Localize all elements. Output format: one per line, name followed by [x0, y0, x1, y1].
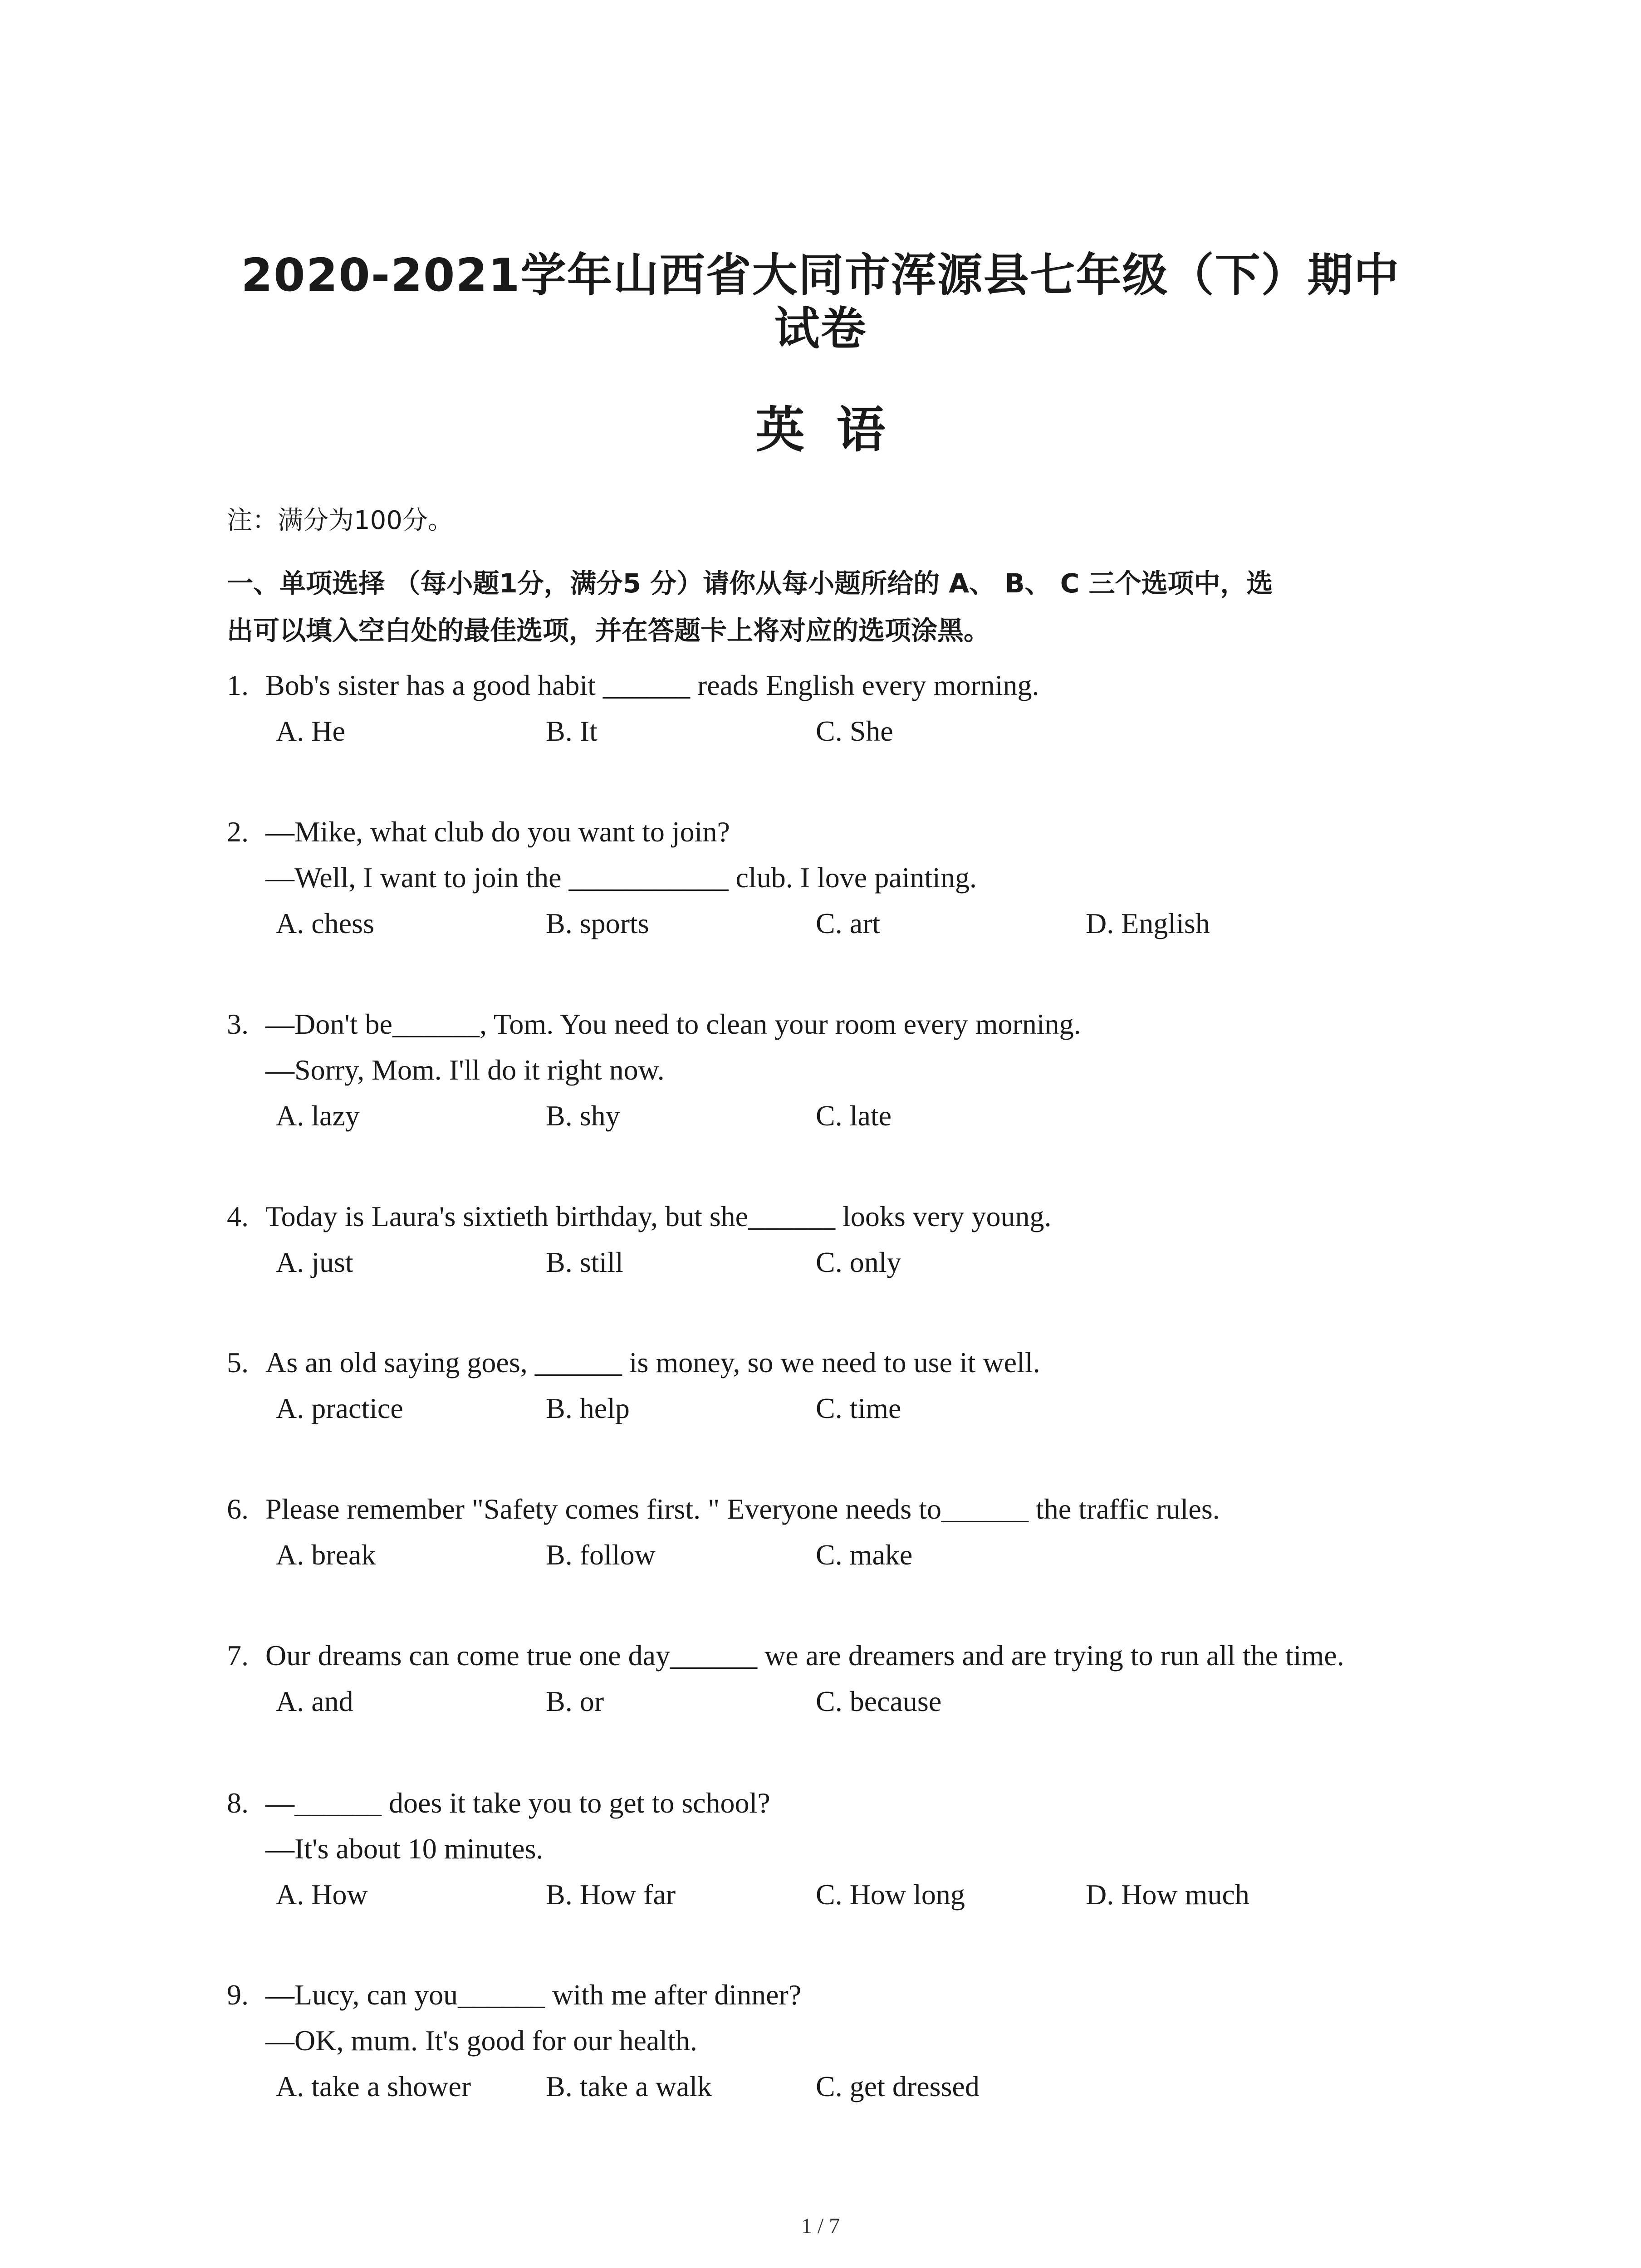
question-line: [227, 809, 1452, 855]
question-text: —It's about 10 minutes.: [265, 1833, 544, 1865]
option-b: B. still: [546, 1246, 623, 1278]
question-item: [227, 1001, 1452, 1139]
option-c: C. time: [816, 1392, 901, 1424]
title-line-2: 试卷: [774, 302, 867, 355]
page-title: [136, 249, 1505, 356]
option-a: A. break: [276, 1539, 376, 1571]
question-text: —Don't be______, Tom. You need to clean your room every morning.: [265, 1008, 1081, 1040]
option-d: D. How much: [1086, 1878, 1249, 1911]
option-b: B. help: [546, 1392, 630, 1424]
question-text: Our dreams can come true one day______ we are dreamers and are trying to run all the time.: [265, 1639, 1344, 1672]
question-item: [227, 1486, 1452, 1578]
options-row: [227, 2063, 1452, 2109]
question-number: 7.: [227, 1639, 249, 1672]
question-text: —Lucy, can you______ with me after dinner?: [265, 1979, 802, 2011]
option-b: B. follow: [546, 1539, 656, 1571]
option-c: C. She: [816, 715, 893, 747]
section-1-line-2: 出可以填入空白处的最佳选项，并在答题卡上将对应的选项涂黑。: [227, 615, 990, 646]
question-text: Bob's sister has a good habit ______ reads English every morning.: [265, 669, 1039, 701]
question-item: [227, 1339, 1452, 1431]
score-note: 注：满分为100分。: [227, 506, 453, 535]
option-a: A. How: [276, 1878, 368, 1911]
options-row: [227, 1532, 1452, 1578]
question-text: —Mike, what club do you want to join?: [265, 816, 730, 848]
option-a: A. practice: [276, 1392, 403, 1424]
question-text: Please remember "Safety comes first. " Everyone needs to______ the traffic rules.: [265, 1493, 1220, 1525]
option-a: A. take a shower: [276, 2070, 471, 2102]
options-row: [227, 1678, 1452, 1724]
option-b: B. shy: [546, 1100, 620, 1132]
subject-heading: 英语: [755, 402, 917, 459]
options-row: [227, 1093, 1452, 1139]
option-a: A. just: [276, 1246, 353, 1278]
option-a: A. He: [276, 715, 345, 747]
question-line: [227, 1486, 1452, 1532]
question-text: —______ does it take you to get to school?: [265, 1787, 770, 1819]
option-c: C. only: [816, 1246, 901, 1278]
option-c: C. late: [816, 1100, 892, 1132]
question-line: [227, 1047, 1452, 1093]
question-number: 2.: [227, 816, 249, 848]
options-row: [227, 1239, 1452, 1285]
option-c: C. because: [816, 1685, 942, 1717]
option-c: C. How long: [816, 1878, 965, 1911]
section-1-line-1: 一、单项选择 （每小题1分，满分5 分）请你从每小题所给的 A、 B、 C 三个选项中，选: [227, 568, 1273, 599]
question-line: [227, 1780, 1452, 1826]
page-indicator: 1 / 7: [801, 2214, 840, 2238]
question-line: [227, 1972, 1452, 2018]
question-item: [227, 1972, 1452, 2109]
option-c: C. art: [816, 907, 881, 939]
question-line: [227, 1193, 1452, 1239]
option-c: C. get dressed: [816, 2070, 980, 2102]
question-text: As an old saying goes, ______ is money, so we need to use it well.: [265, 1346, 1040, 1378]
option-d: D. English: [1086, 907, 1210, 939]
question-text: —OK, mum. It's good for our health.: [265, 2024, 697, 2057]
question-number: 1.: [227, 669, 249, 701]
options-row: [227, 1385, 1452, 1431]
question-text: —Sorry, Mom. I'll do it right now.: [265, 1054, 665, 1086]
section-1-instructions: [227, 560, 1443, 654]
option-b: B. It: [546, 715, 598, 747]
question-number: 3.: [227, 1008, 249, 1040]
question-item: [227, 809, 1452, 946]
question-line: [227, 662, 1452, 708]
question-item: [227, 662, 1452, 754]
question-number: 6.: [227, 1493, 249, 1525]
question-number: 8.: [227, 1787, 249, 1819]
option-b: B. sports: [546, 907, 649, 939]
options-row: [227, 1872, 1452, 1917]
option-c: C. make: [816, 1539, 913, 1571]
option-a: A. lazy: [276, 1100, 360, 1132]
options-row: [227, 900, 1452, 946]
option-b: B. take a walk: [546, 2070, 712, 2102]
question-line: [227, 1633, 1452, 1678]
option-a: A. and: [276, 1685, 353, 1717]
question-line: [227, 855, 1452, 900]
option-b: B. How far: [546, 1878, 676, 1911]
question-item: [227, 1193, 1452, 1285]
question-text: Today is Laura's sixtieth birthday, but she______ looks very young.: [265, 1200, 1052, 1232]
question-number: 4.: [227, 1200, 249, 1232]
question-number: 5.: [227, 1346, 249, 1378]
question-line: [227, 1001, 1452, 1047]
question-item: [227, 1633, 1452, 1724]
question-number: 9.: [227, 1979, 249, 2011]
question-text: —Well, I want to join the ___________ club. I love painting.: [265, 861, 977, 894]
option-a: A. chess: [276, 907, 374, 939]
question-line: [227, 2018, 1452, 2063]
question-line: [227, 1339, 1452, 1385]
title-line-1: 2020-2021学年山西省大同市浑源县七年级（下）期中: [241, 249, 1400, 302]
option-b: B. or: [546, 1685, 604, 1717]
options-row: [227, 708, 1452, 754]
question-line: [227, 1826, 1452, 1872]
question-item: [227, 1780, 1452, 1917]
